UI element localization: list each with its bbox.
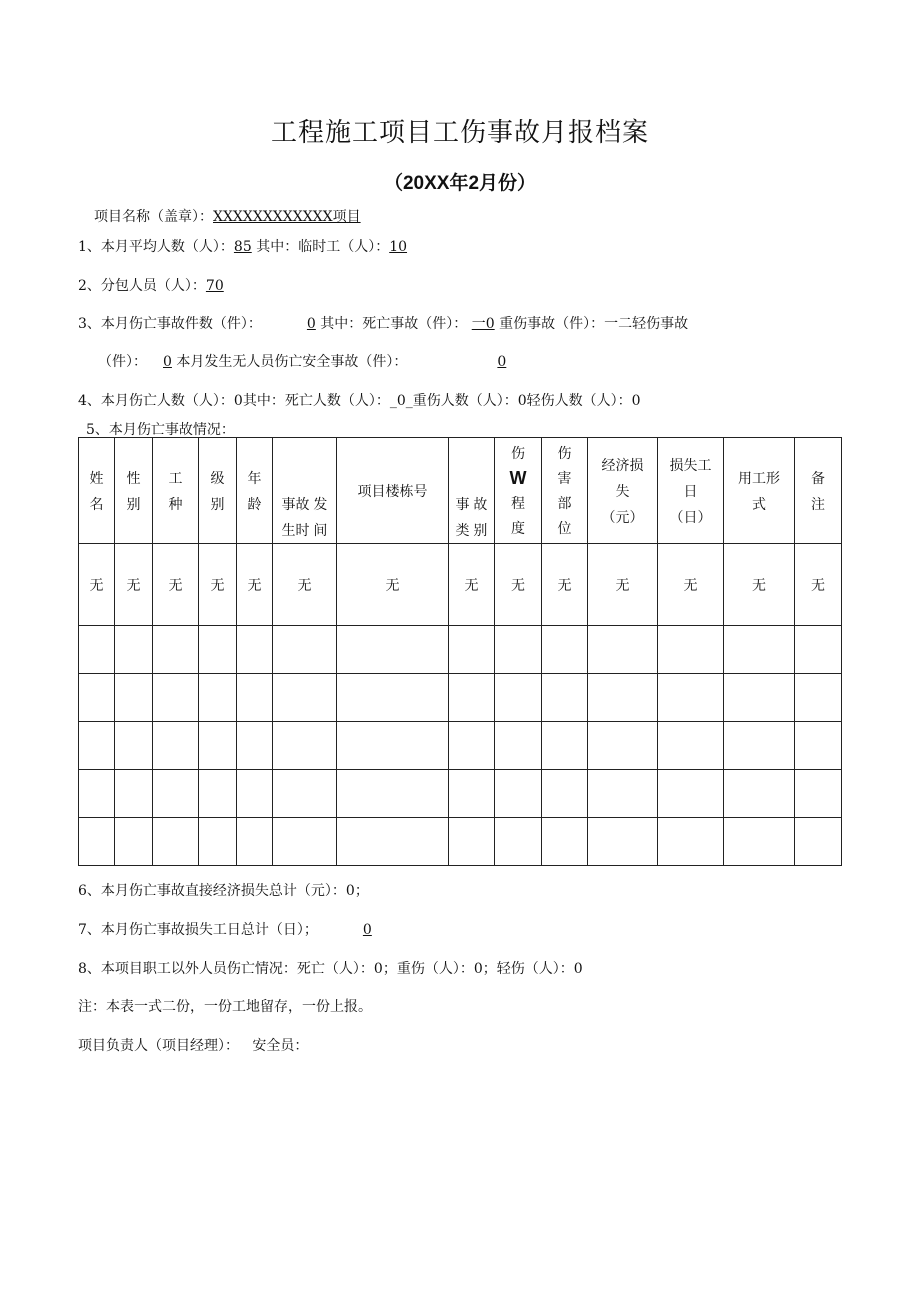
table-cell: 无	[588, 544, 658, 626]
col-name: 姓 名	[79, 438, 115, 544]
col-injury-degree: 伤 W 程 度	[495, 438, 542, 544]
table-cell: 无	[153, 544, 199, 626]
line-6: 6、本月伤亡事故直接经济损失总计（元）：0；	[78, 883, 369, 899]
injury-count-label: 重伤人数（人）：0轻伤人数（人）：0	[412, 393, 641, 409]
col-age: 年 龄	[237, 438, 273, 544]
table-cell: 无	[542, 544, 588, 626]
line-4	[78, 390, 641, 410]
col-injury-part: 伤 害 部 位	[542, 438, 588, 544]
injury-accident-label: 重伤事故（件）：一二轻伤事故	[494, 316, 689, 332]
line-1	[78, 236, 407, 256]
no-casualty-value: 0	[497, 354, 507, 370]
line-8: 8、本项目职工以外人员伤亡情况：死亡（人）：0；重伤（人）：0；轻伤（人）：0	[78, 961, 583, 977]
col-economic-loss: 经济损 失 （元）	[588, 438, 658, 544]
temp-worker-value: 10	[389, 239, 408, 255]
col-lost-workdays: 损失工 日 （日）	[658, 438, 724, 544]
table-cell: 无	[795, 544, 842, 626]
project-name-label: 项目名称（盖章）：	[94, 209, 213, 225]
project-name-value: XXXXXXXXXXXX项目	[213, 209, 361, 225]
subcontract-value: 70	[205, 278, 224, 294]
table-cell: 无	[337, 544, 449, 626]
lost-days-total-value: 0	[362, 922, 372, 938]
table-cell: 无	[724, 544, 795, 626]
col-accident-type: 事 故 类 别	[449, 438, 495, 544]
casualty-count-label: 4、本月伤亡人数（人）：0其中：死亡人数（人）：	[78, 393, 390, 409]
table-row	[79, 544, 842, 626]
table-row	[79, 626, 842, 674]
subcontract-label: 2、分包人员（人）：	[78, 278, 206, 294]
minor-injury-value: 0	[163, 354, 172, 370]
table-row	[79, 722, 842, 770]
table-cell: 无	[658, 544, 724, 626]
line-3b	[98, 351, 506, 371]
accident-table	[78, 437, 842, 866]
table-cell: 无	[199, 544, 237, 626]
page-subtitle: （20XX年2月份）	[383, 173, 537, 194]
col-accident-time: 事故 发 生时 间	[273, 438, 337, 544]
death-accident-value: 一0	[471, 316, 495, 332]
table-row	[79, 818, 842, 866]
death-accident-label: 其中：死亡事故（件）：	[315, 316, 472, 332]
table-cell: 无	[273, 544, 337, 626]
note: 注：本表一式二份，一份工地留存，一份上报。	[78, 999, 372, 1015]
table-header-row	[79, 438, 842, 544]
col-grade: 级 别	[199, 438, 237, 544]
col-gender: 性 别	[115, 438, 153, 544]
death-count-value: _0_	[389, 393, 413, 409]
avg-headcount-label: 1、本月平均人数（人）：	[78, 239, 234, 255]
signature-line: 项目负责人（项目经理）： 安全员：	[78, 1038, 309, 1054]
table-cell: 无	[79, 544, 115, 626]
table-cell: 无	[449, 544, 495, 626]
table-row	[79, 770, 842, 818]
avg-headcount-value: 85	[233, 239, 252, 255]
minor-injury-unit-label: （件）：	[98, 354, 147, 370]
line-7	[78, 919, 372, 939]
table-cell: 无	[237, 544, 273, 626]
col-building-no: 项目楼栋号	[337, 438, 449, 544]
accident-count-label: 3、本月伤亡事故件数（件）：	[78, 316, 262, 332]
lost-days-total-label: 7、本月伤亡事故损失工日总计（日）；	[78, 922, 318, 938]
col-employment-form: 用工形 式	[724, 438, 795, 544]
col-remarks: 备 注	[795, 438, 842, 544]
line-2	[78, 275, 224, 295]
col-trade: 工 种	[153, 438, 199, 544]
project-name-line	[94, 206, 361, 226]
no-casualty-label: 本月发生无人员伤亡安全事故（件）：	[171, 354, 408, 370]
temp-worker-label: 其中：临时工（人）：	[251, 239, 390, 255]
table-row	[79, 674, 842, 722]
table-cell: 无	[495, 544, 542, 626]
table-cell: 无	[115, 544, 153, 626]
accident-count-value: 0	[306, 316, 316, 332]
line-3	[78, 313, 688, 333]
line-5: 5、本月伤亡事故情况：	[86, 422, 235, 438]
page-title: 工程施工项目工伤事故月报档案	[270, 118, 649, 148]
